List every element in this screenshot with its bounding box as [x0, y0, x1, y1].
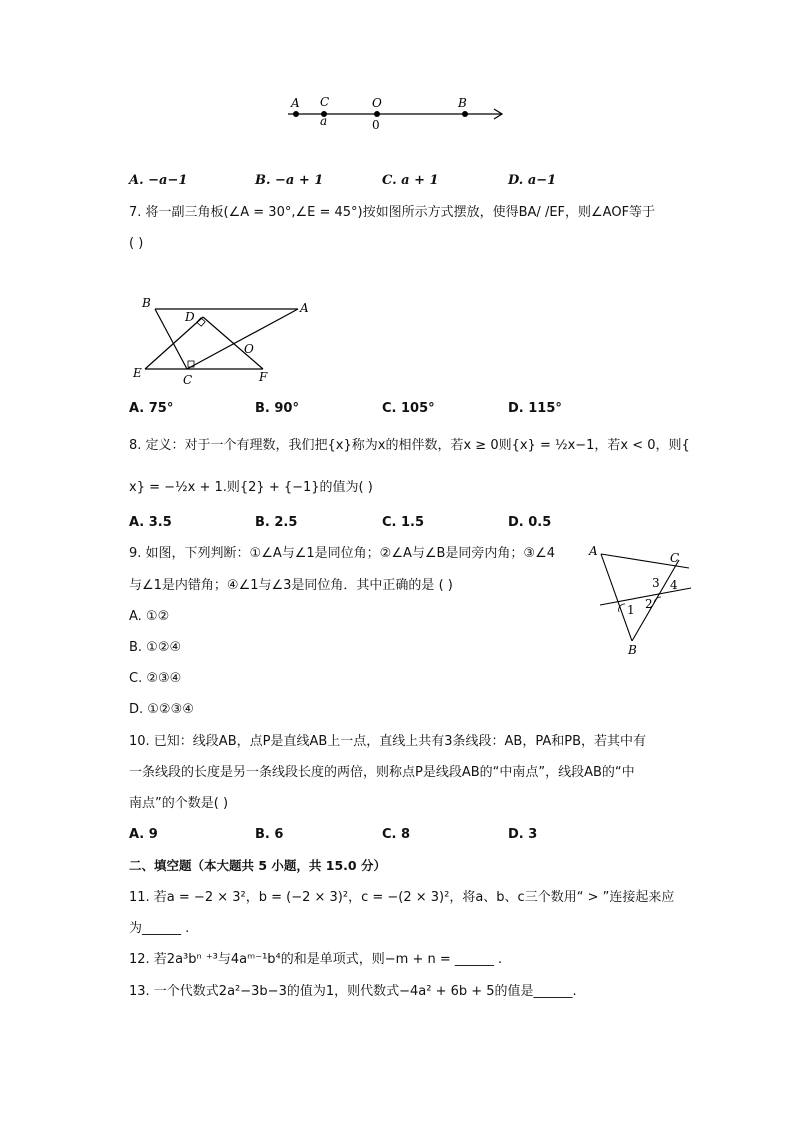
q12-stem-line1: 12. 若2a³bⁿ ⁺³与4aᵐ⁻¹b⁴的和是单项式，则−m + n = ______ . [129, 952, 503, 967]
q7-fig-label-e: E [133, 366, 142, 380]
q9-fig-label-b: B [628, 643, 637, 657]
q9-fig-label-2: 2 [645, 597, 653, 611]
q7-option-a[interactable]: A. 75° [129, 401, 174, 416]
q7-fig-label-b: B [142, 296, 151, 310]
q10-stem-line2: 一条线段的长度是另一条线段长度的两倍，则称点P是线段AB的“中南点”，线段AB的“中 [129, 765, 635, 780]
q7-stem-line1: 7. 将一副三角板(∠A = 30°,∠E = 45°)按如图所示方式摆放，使得BA/ /EF，则∠AOF等于 [129, 205, 656, 220]
q8-option-b[interactable]: B. 2.5 [255, 515, 298, 530]
q6-option-c[interactable]: C. a + 1 [382, 173, 439, 188]
q6-option-d[interactable]: D. a−1 [508, 173, 557, 188]
q8-option-a[interactable]: A. 3.5 [129, 515, 172, 530]
q7-fig-label-o: O [244, 342, 254, 356]
q7-option-d[interactable]: D. 115° [508, 401, 562, 416]
q7-triangle-figure [130, 293, 320, 393]
q7-option-c[interactable]: C. 105° [382, 401, 435, 416]
q9-angle-figure [585, 540, 695, 660]
q9-option-a[interactable]: A. ①② [129, 609, 170, 624]
q10-stem-line1: 10. 已知：线段AB，点P是直线AB上一点，直线上共有3条线段：AB，PA和PB，若其中有 [129, 734, 647, 749]
q13-stem-line1: 13. 一个代数式2a²−3b−3的值为1，则代数式−4a² + 6b + 5的值是______. [129, 984, 577, 999]
q6-option-a[interactable]: A. −a−1 [129, 173, 188, 188]
q6-option-b[interactable]: B. −a + 1 [255, 173, 324, 188]
q7-fig-label-c: C [183, 373, 193, 387]
q9-stem-line1: 9. 如图，下列判断：①∠A与∠1是同位角；②∠A与∠B是同旁内角；③∠4 [129, 546, 556, 561]
fig6-label-o: O [372, 96, 382, 110]
q9-fig-label-c: C [670, 551, 680, 565]
q10-option-c[interactable]: C. 8 [382, 827, 411, 842]
number-line-figure [280, 94, 520, 134]
q8-stem-line2: x} = −½x + 1.则{2} + {−1}的值为( ) [129, 480, 373, 495]
q9-stem-line2: 与∠1是内错角；④∠1与∠3是同位角．其中正确的是 ( ) [129, 578, 453, 593]
q11-stem-line1: 11. 若a = −2 × 3²，b = (−2 × 3)²，c = −(2 × 3)²，将a、b、c三个数用“ > ”连接起来应 [129, 890, 675, 905]
q9-fig-label-3: 3 [652, 576, 660, 590]
q9-option-d[interactable]: D. ①②③④ [129, 702, 194, 717]
q10-option-b[interactable]: B. 6 [255, 827, 284, 842]
fig6-sub-zero: 0 [372, 118, 380, 132]
q7-fig-label-f: F [259, 370, 268, 384]
q10-option-d[interactable]: D. 3 [508, 827, 538, 842]
q7-fig-label-d: D [185, 310, 195, 324]
q9-fig-label-4: 4 [670, 578, 678, 592]
q7-option-b[interactable]: B. 90° [255, 401, 299, 416]
fig6-label-a: A [291, 96, 300, 110]
fig6-label-c: C [320, 95, 330, 109]
q11-stem-line2: 为______ . [129, 921, 190, 936]
q9-option-b[interactable]: B. ①②④ [129, 640, 182, 655]
section-heading-fill-in: 二、填空题（本大题共 5 小题，共 15.0 分） [129, 858, 386, 873]
q10-stem-line3: 南点”的个数是( ) [129, 796, 229, 811]
fig6-label-b: B [458, 96, 467, 110]
q8-stem-line1: 8. 定义：对于一个有理数，我们把{x}称为x的相伴数，若x ≥ 0则{x} = ½x−1，若x < 0，则{ [129, 438, 690, 453]
q9-option-c[interactable]: C. ②③④ [129, 671, 182, 686]
q7-fig-label-a: A [300, 301, 309, 315]
q7-stem-line2: ( ) [129, 236, 144, 251]
q9-fig-label-a: A [589, 544, 598, 558]
q8-option-d[interactable]: D. 0.5 [508, 515, 552, 530]
q9-fig-label-1: 1 [627, 603, 635, 617]
q10-option-a[interactable]: A. 9 [129, 827, 158, 842]
fig6-sub-a: a [320, 114, 328, 128]
q8-option-c[interactable]: C. 1.5 [382, 515, 425, 530]
